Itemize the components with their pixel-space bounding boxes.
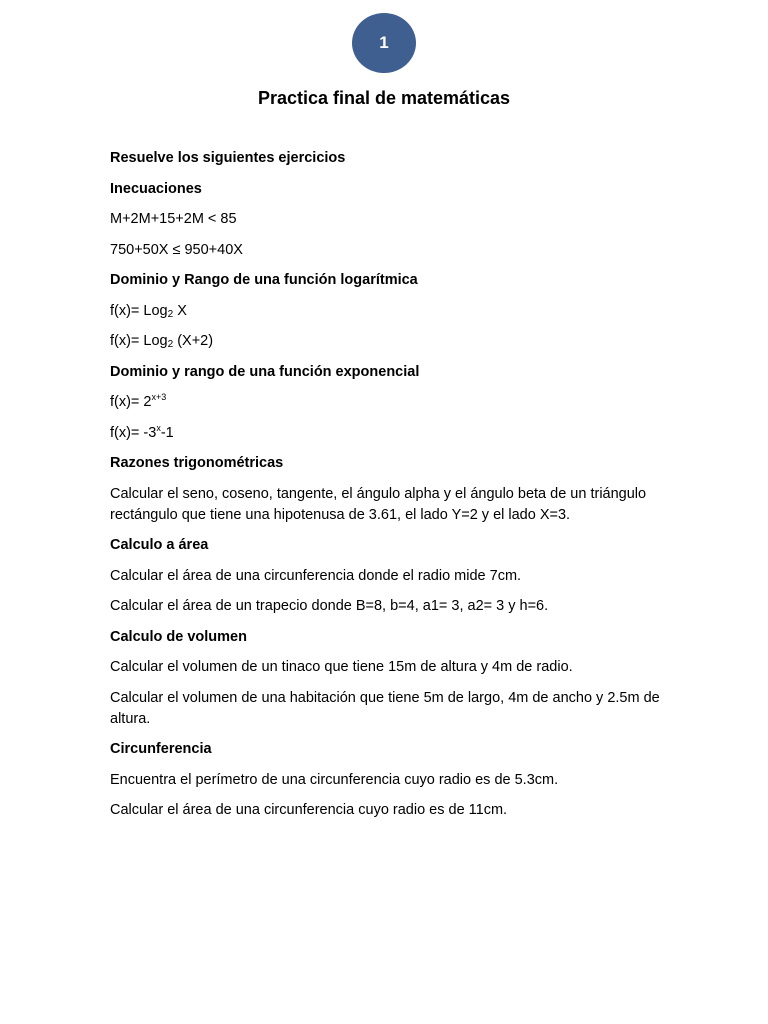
log-function-1-prefix: f(x)= Log xyxy=(110,302,168,319)
exp-function-1 xyxy=(110,392,670,413)
section-heading-trig: Razones trigonométricas xyxy=(110,455,284,471)
section-heading-inecuaciones: Inecuaciones xyxy=(110,180,202,197)
section-heading-volumen: Calculo de volumen xyxy=(110,628,247,645)
exp-function-2-suffix: -1 xyxy=(160,424,174,441)
log-function-2 xyxy=(110,331,670,352)
section-heading-circunferencia: Circunferencia xyxy=(110,741,212,757)
area-exercise-2: Calcular el área de un trapecio donde B=8, b=4, a1= 3, a2= 3 y h=6. xyxy=(110,598,549,614)
section-heading-log: Dominio y Rango de una función logarítmica xyxy=(110,272,418,288)
exercise-list xyxy=(110,148,670,831)
log-function-1 xyxy=(110,301,670,322)
page-number-badge xyxy=(352,13,416,73)
exp-function-2 xyxy=(110,423,670,444)
section-heading-exp: Dominio y rango de una función exponencial xyxy=(110,363,420,380)
volume-exercise-1: Calcular el volumen de un tinaco que tiene 15m de altura y 4m de radio. xyxy=(110,659,573,675)
log-function-2-prefix: f(x)= Log xyxy=(110,333,168,349)
page-number: 1 xyxy=(379,33,389,52)
log-function-1-suffix: X xyxy=(173,302,187,319)
inequality-2: 750+50X ≤ 950+40X xyxy=(110,241,243,258)
exp-function-2-prefix: f(x)= -3 xyxy=(110,424,157,441)
log-function-2-base: 2 xyxy=(167,339,174,350)
exp-function-1-prefix: f(x)= 2 xyxy=(110,394,152,410)
exp-function-2-exponent: x xyxy=(156,422,161,433)
intro-heading: Resuelve los siguientes ejercicios xyxy=(110,150,346,166)
log-function-1-base: 2 xyxy=(167,308,174,320)
inequality-1: M+2M+15+2M < 85 xyxy=(110,211,237,227)
volume-exercise-2: Calcular el volumen de una habitación que tiene 5m de largo, 4m de ancho y 2.5m de altura. xyxy=(110,689,660,727)
circle-exercise-2: Calcular el área de una circunferencia cuyo radio es de 11cm. xyxy=(110,802,508,818)
circle-exercise-1: Encuentra el perímetro de una circunferencia cuyo radio es de 5.3cm. xyxy=(110,771,559,788)
trig-exercise: Calcular el seno, coseno, tangente, el ángulo alpha y el ángulo beta de un triángulo rectángulo que tiene una hipotenusa de 3.61, el lado Y=2 y el lado X=3. xyxy=(110,485,647,523)
area-exercise-1: Calcular el área de una circunferencia donde el radio mide 7cm. xyxy=(110,567,522,584)
log-function-2-suffix: (X+2) xyxy=(173,333,214,349)
exp-function-1-exponent: x+3 xyxy=(151,392,167,402)
page-title: Practica final de matemáticas xyxy=(257,88,511,108)
section-heading-area: Calculo a área xyxy=(110,537,209,553)
